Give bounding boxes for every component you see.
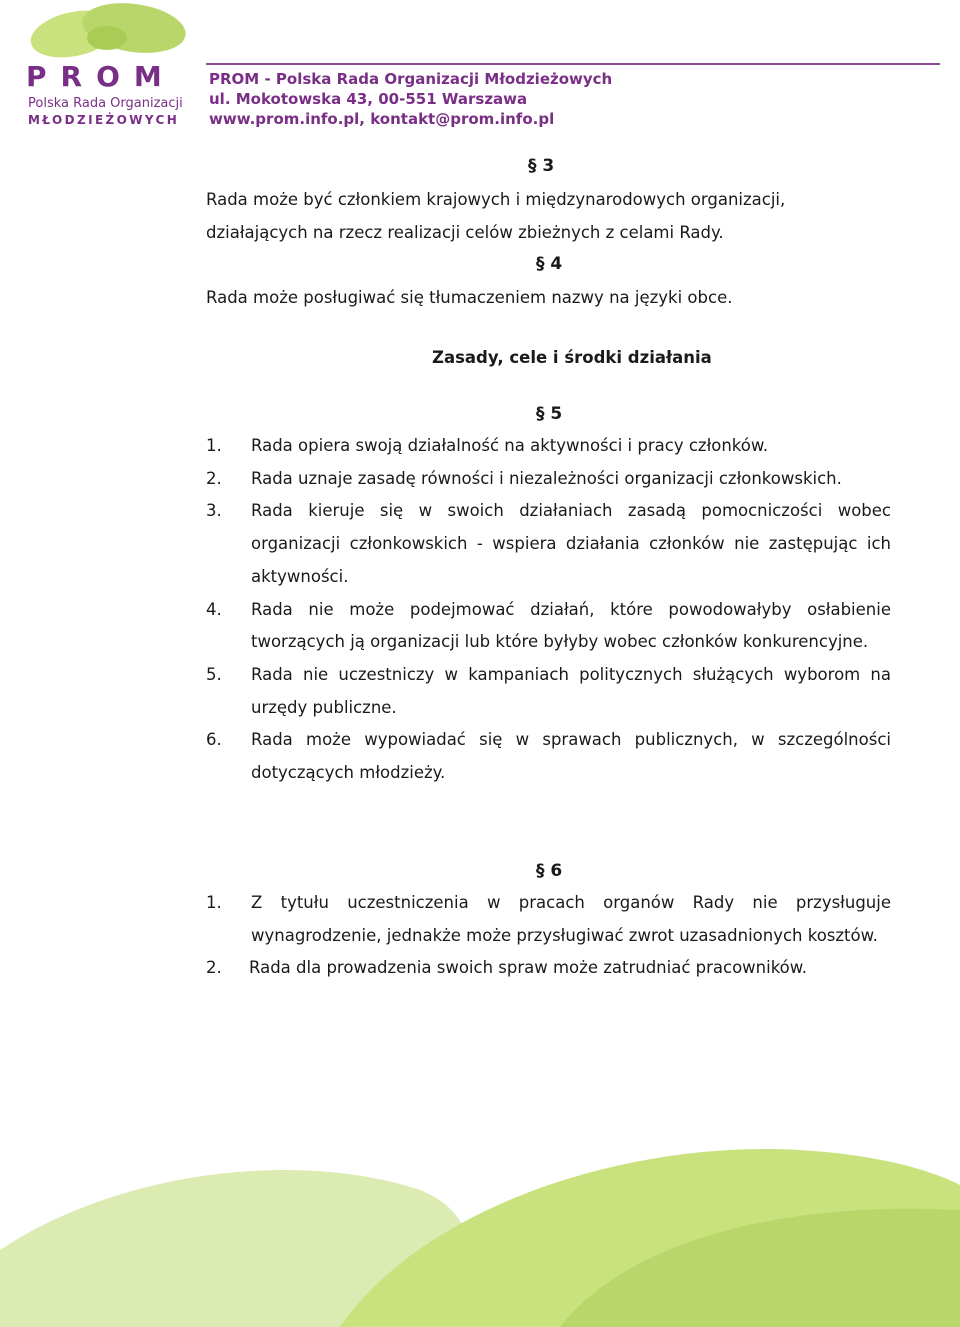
list-item-text: Rada nie może podejmować działań, które powodowałyby osłabienie tworzących ją organizacji lub które byłyby wobec członków konkurencyjne. — [251, 599, 891, 652]
list-item-text: Rada może wypowiadać się w sprawach publicznych, w szczególności dotyczących młodzieży. — [251, 730, 891, 783]
logo-subtitle: Polska Rada Organizacji — [28, 96, 183, 111]
list-item-text: Rada dla prowadzenia swoich spraw może zatrudniać pracowników. — [249, 958, 807, 978]
header-address: ul. Mokotowska 43, 00-551 Warszawa — [209, 90, 528, 108]
list-item — [206, 724, 891, 789]
footer-decoration — [0, 1130, 960, 1327]
section-4-mark: § 4 — [536, 254, 563, 274]
list-item-number: 2. — [206, 468, 222, 488]
list-item — [206, 594, 891, 659]
section-4-text: Rada może posługiwać się tłumaczeniem nazwy na języki obce. — [206, 288, 733, 307]
header-org-name: PROM - Polska Rada Organizacji Młodzieżowych — [209, 70, 613, 88]
list-item — [206, 659, 891, 724]
section-5-mark: § 5 — [536, 404, 563, 424]
section-3-text-line-1: Rada może być członkiem krajowych i międzynarodowych organizacji, — [206, 190, 786, 209]
list-item-text: Z tytułu uczestniczenia w pracach organów Rady nie przysługuje wynagrodzenie, jednakże może przysługiwać zwrot uzasadnionych kosztów. — [251, 893, 891, 945]
section-3-mark: § 3 — [528, 156, 555, 176]
list-item-number: 1. — [206, 436, 222, 455]
list-item — [206, 430, 891, 463]
list-item-number: 4. — [206, 599, 222, 619]
logo-subtitle-2: MŁODZIEŻOWYCH — [28, 113, 180, 127]
list-item — [206, 887, 891, 952]
section-3-text-line-2: działających na rzecz realizacji celów zbieżnych z celami Rady. — [206, 223, 724, 242]
list-item — [206, 495, 891, 593]
list-item-text: Rada uznaje zasadę równości i niezależności organizacji członkowskich. — [251, 468, 842, 488]
list-item-number: 1. — [206, 893, 222, 912]
logo-prom-wordmark — [26, 60, 186, 100]
section-5-list — [206, 430, 891, 790]
header-contact: www.prom.info.pl, kontakt@prom.info.pl — [209, 110, 555, 128]
list-item-number: 2. — [206, 958, 222, 978]
section-6-list — [206, 887, 891, 985]
list-item-number: 3. — [206, 501, 222, 521]
list-item — [206, 463, 891, 496]
header-divider — [206, 63, 940, 65]
list-item — [206, 952, 891, 985]
list-item-number: 6. — [206, 730, 222, 750]
list-item-text: Rada opiera swoją działalność na aktywności i pracy członków. — [251, 436, 769, 455]
logo-leaves-icon — [22, 2, 192, 62]
list-item-text: Rada kieruje się w swoich działaniach zasadą pomocniczości wobec organizacji członkowskich - wspiera działania członków nie zastępując ich aktywności. — [251, 501, 891, 586]
section-6-mark: § 6 — [536, 861, 563, 881]
list-item-number: 5. — [206, 664, 222, 684]
logo-title: PROM — [26, 60, 176, 93]
list-item-text: Rada nie uczestniczy w kampaniach politycznych służących wyborom na urzędy publiczne. — [251, 664, 891, 717]
chapter-heading: Zasady, cele i środki działania — [432, 348, 712, 367]
